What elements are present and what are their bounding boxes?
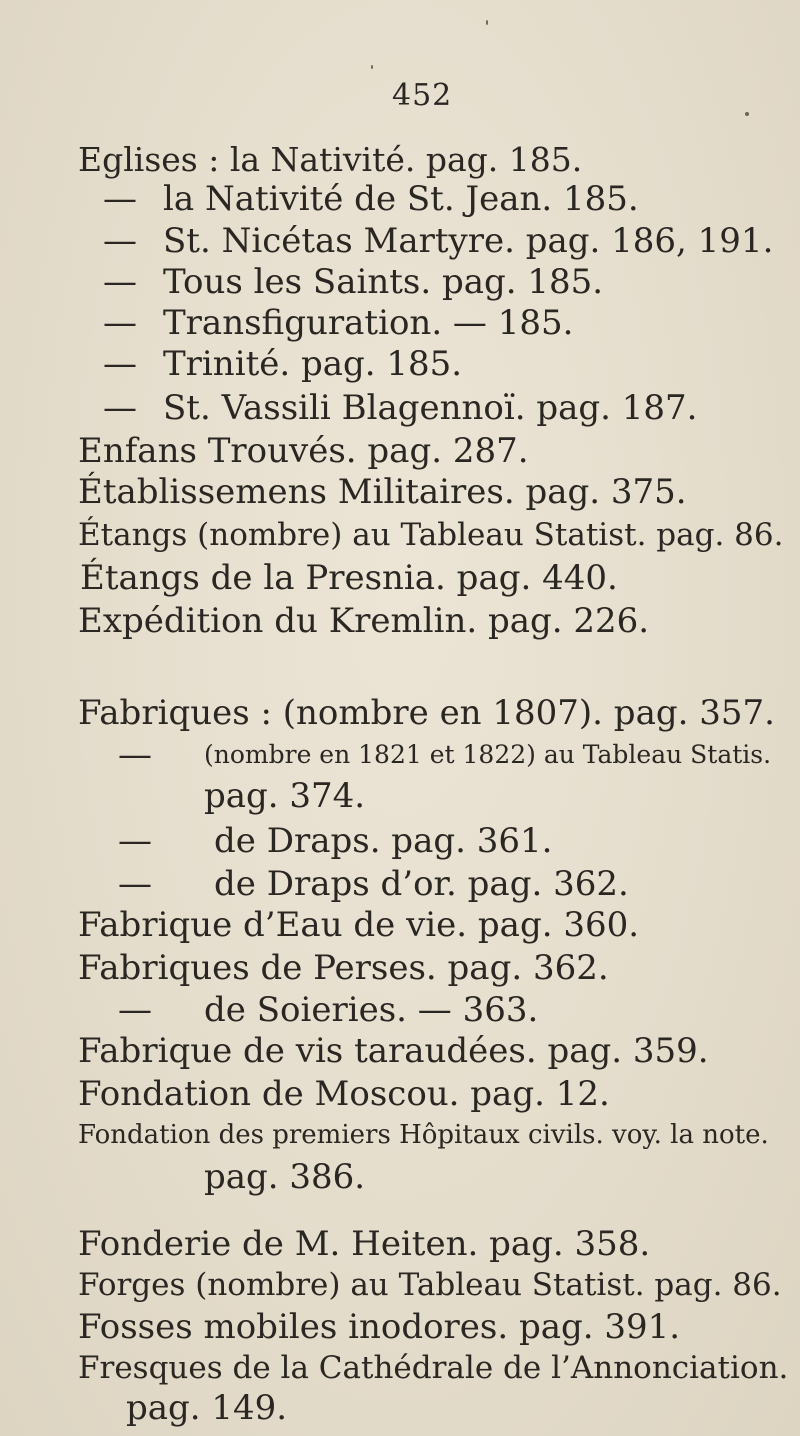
index-dash: — (103, 388, 137, 428)
index-entry: Étangs (nombre) au Tableau Statist. pag. 86. (78, 517, 784, 553)
index-dash: — (118, 735, 152, 775)
paper-speck (371, 65, 373, 69)
index-entry: Fabrique de vis taraudées. pag. 359. (78, 1031, 709, 1071)
index-continuation: pag. 374. (204, 776, 366, 816)
index-subentry: St. Nicétas Martyre. pag. 186, 191. (163, 221, 774, 261)
index-dash: — (103, 179, 137, 219)
index-subentry: la Nativité de St. Jean. 185. (163, 179, 639, 219)
index-entry-fresques: Fresques de la Cathédrale de l’Annonciation. (78, 1350, 789, 1386)
index-subentry: de Draps d’or. pag. 362. (214, 864, 629, 904)
index-entry-fabriques: Fabriques : (nombre en 1807). pag. 357. (78, 693, 775, 733)
index-subentry: de Soieries. — 363. (204, 990, 539, 1030)
index-entry: Fondation des premiers Hôpitaux civils. voy. la note. (78, 1120, 769, 1150)
index-entry: Fabrique d’Eau de vie. pag. 360. (78, 905, 640, 945)
index-subentry: (nombre en 1821 et 1822) au Tableau Statis. (204, 740, 772, 769)
index-dash: — (118, 990, 152, 1030)
index-dash: — (103, 262, 137, 302)
index-entry: Fabriques de Perses. pag. 362. (78, 948, 609, 988)
index-dash: — (118, 821, 152, 861)
index-subentry: de Draps. pag. 361. (214, 821, 553, 861)
index-entry-eglises: Eglises : la Nativité. pag. 185. (78, 140, 583, 179)
index-entry: Fonderie de M. Heiten. pag. 358. (78, 1224, 651, 1264)
index-dash: — (103, 344, 137, 384)
index-subentry: Tous les Saints. pag. 185. (163, 262, 604, 302)
index-subentry: Trinité. pag. 185. (163, 344, 463, 384)
index-dash: — (103, 303, 137, 343)
index-dash: — (103, 221, 137, 261)
index-subentry: Transfiguration. — 185. (163, 303, 574, 343)
index-subentry: St. Vassili Blagennoï. pag. 187. (163, 388, 698, 428)
paper-speck (486, 20, 488, 25)
index-continuation: pag. 386. (204, 1157, 366, 1197)
page-number: 452 (392, 78, 453, 113)
index-dash: — (118, 864, 152, 904)
index-entry: Forges (nombre) au Tableau Statist. pag. 86. (78, 1267, 782, 1303)
index-entry: Établissemens Militaires. pag. 375. (78, 472, 687, 512)
index-entry: Fosses mobiles inodores. pag. 391. (78, 1307, 681, 1347)
index-entry: Fondation de Moscou. pag. 12. (78, 1074, 610, 1114)
index-entry: Expédition du Kremlin. pag. 226. (78, 601, 650, 641)
index-continuation: pag. 149. (126, 1388, 288, 1428)
index-entry: Étangs de la Presnia. pag. 440. (80, 558, 618, 598)
paper-speck (745, 112, 749, 116)
index-entry: Enfans Trouvés. pag. 287. (78, 431, 529, 471)
